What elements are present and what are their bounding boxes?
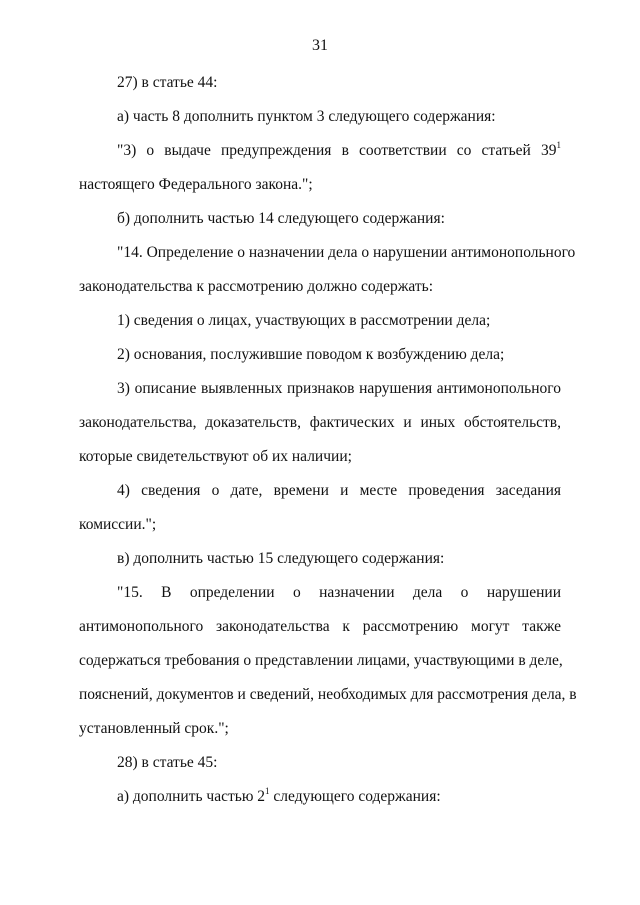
text-line: пояснений, документов и сведений, необходимых для рассмотрения дела, в <box>79 686 577 703</box>
text-line: а) дополнить частью $2^1$ следующего содержания: <box>117 786 441 805</box>
text-line: "15. В определении о назначении дела о нарушении <box>117 584 561 601</box>
text-line: содержаться требования о представлении лицами, участвующими в деле, <box>79 652 563 669</box>
text-line: 1) сведения о лицах, участвующих в рассмотрении дела; <box>117 312 491 329</box>
text-line: а) часть 8 дополнить пунктом 3 следующего содержания: <box>117 108 496 125</box>
superscript: 1 <box>265 786 270 796</box>
text-line: в) дополнить частью 15 следующего содержания: <box>117 550 445 567</box>
text-line: законодательства, доказательств, фактических и иных обстоятельств, <box>79 414 561 431</box>
text-line: комиссии."; <box>79 516 157 533</box>
text-line: настоящего Федерального закона."; <box>79 176 313 193</box>
page-number: 31 <box>312 37 328 54</box>
text-line: 4) сведения о дате, времени и месте проведения заседания <box>117 482 561 499</box>
text-line: 28) в статье 45: <box>117 754 218 771</box>
text-line: 3) описание выявленных признаков нарушения антимонопольного <box>117 380 561 397</box>
text-line: 27) в статье 44: <box>117 74 218 91</box>
superscript: 1 <box>556 140 561 150</box>
text-line: 2) основания, послужившие поводом к возбуждению дела; <box>117 346 505 363</box>
text-line: установленный срок."; <box>79 720 229 737</box>
text-line: б) дополнить частью 14 следующего содержания: <box>117 210 445 227</box>
text-line: которые свидетельствуют об их наличии; <box>79 448 352 465</box>
text-line: законодательства к рассмотрению должно содержать: <box>79 278 434 295</box>
text-line: антимонопольного законодательства к рассмотрению могут также <box>79 618 561 635</box>
text-line: "14. Определение о назначении дела о нарушении антимонопольного <box>117 244 576 261</box>
text-line: "3) о выдаче предупреждения в соответствии со статьей $39^1$ <box>117 140 561 159</box>
